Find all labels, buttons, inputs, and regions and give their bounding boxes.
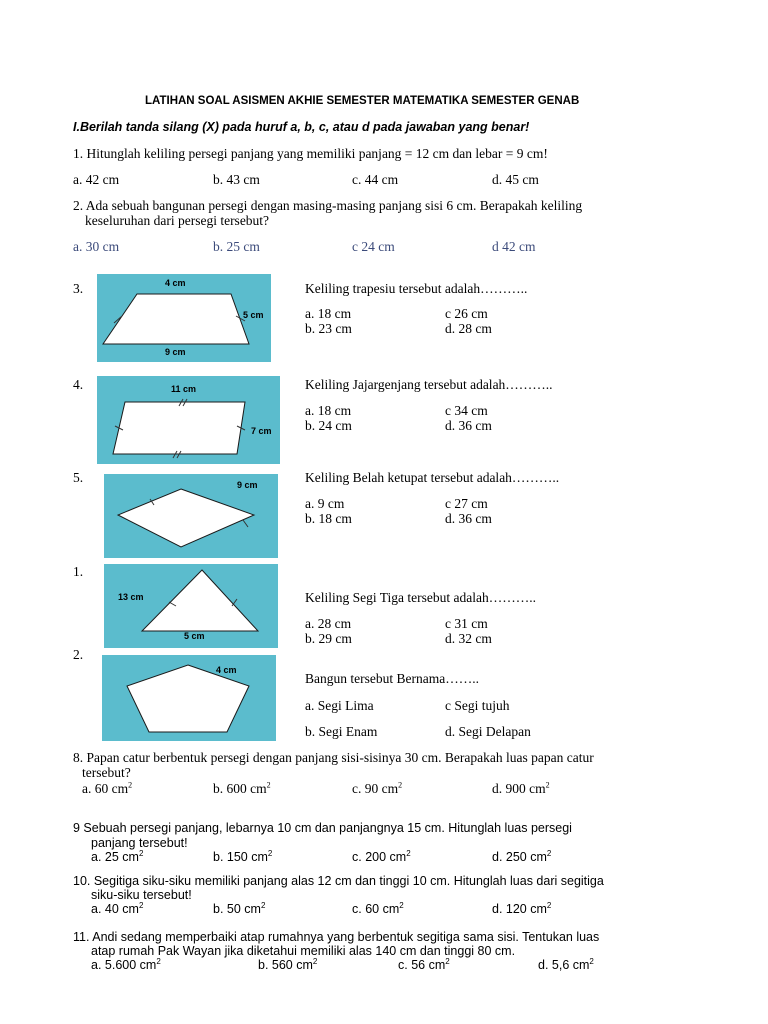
q5-option-a[interactable]: a. 9 cm — [305, 496, 345, 511]
q6-option-a[interactable]: a. 28 cm — [305, 616, 352, 631]
pentagon-side-label: 4 cm — [216, 665, 237, 675]
question-2-line1: 2. Ada sebuah bangunan persegi dengan masing-masing panjang sisi 6 cm. Berapakah keliling — [73, 198, 583, 213]
triangle-figure — [104, 564, 278, 648]
q9-option-b[interactable]: b. 150 $cm^2$ — [213, 848, 273, 864]
q2-option-c[interactable]: c 24 cm — [352, 239, 395, 254]
q10-option-a[interactable]: a. 40 $cm^2$ — [91, 900, 144, 916]
q5-option-c[interactable]: c 27 cm — [445, 496, 488, 511]
q10-option-d[interactable]: d. 120 $cm^2$ — [492, 900, 552, 916]
q7-option-c[interactable]: c Segi tujuh — [445, 698, 510, 713]
question-11-line2: atap rumah Pak Wayan jika diketahui memiliki alas 140 cm dan tinggi 80 cm. — [91, 944, 516, 958]
question-11-line1: 11. Andi sedang memperbaiki atap rumahnya yang berbentuk segitiga sama sisi. Tentukan luas — [73, 930, 600, 944]
question-4-number: 4. — [73, 377, 84, 392]
question-7-number: 2. — [73, 647, 84, 662]
trapezoid-bottom-label: 9 cm — [165, 347, 186, 357]
q10-option-c[interactable]: c. 60 $cm^2$ — [352, 900, 404, 916]
question-6-text: Keliling Segi Tiga tersebut adalah……….. — [305, 590, 536, 605]
q2-option-a[interactable]: a. 30 cm — [73, 239, 120, 254]
question-2-line2: keseluruhan dari persegi tersebut? — [85, 213, 270, 228]
q7-option-b[interactable]: b. Segi Enam — [305, 724, 378, 739]
question-10-line2: siku-siku tersebut! — [91, 888, 192, 902]
q11-option-b[interactable]: b. 560 $cm^2$ — [258, 956, 318, 972]
question-7-text: Bangun tersebut Bernama…….. — [305, 671, 479, 686]
q8-option-c[interactable]: c. 90 $cm^2$ — [352, 780, 403, 796]
question-4-text: Keliling Jajargenjang tersebut adalah……….. — [305, 377, 553, 392]
question-5-text: Keliling Belah ketupat tersebut adalah……….. — [305, 470, 560, 485]
parallelogram-side-label: 7 cm — [251, 426, 272, 436]
q5-option-b[interactable]: b. 18 cm — [305, 511, 352, 526]
q6-option-c[interactable]: c 31 cm — [445, 616, 488, 631]
q3-option-b[interactable]: b. 23 cm — [305, 321, 352, 336]
q4-option-b[interactable]: b. 24 cm — [305, 418, 352, 433]
question-5-number: 5. — [73, 470, 84, 485]
q7-option-a[interactable]: a. Segi Lima — [305, 698, 374, 713]
q8-option-b[interactable]: b. 600 $cm^2$ — [213, 780, 271, 796]
pentagon-figure — [102, 655, 276, 741]
q1-option-c[interactable]: c. 44 cm — [352, 172, 399, 187]
q4-option-c[interactable]: c 34 cm — [445, 403, 488, 418]
parallelogram-top-label: 11 cm — [171, 384, 197, 394]
rhombus-side-label: 9 cm — [237, 480, 258, 490]
parallelogram-figure — [97, 376, 280, 464]
trapezoid-figure — [97, 274, 271, 362]
q3-option-d[interactable]: d. 28 cm — [445, 321, 492, 336]
triangle-side-label: 13 cm — [118, 592, 144, 602]
q10-option-b[interactable]: b. 50 $cm^2$ — [213, 900, 266, 916]
question-3-number: 3. — [73, 281, 84, 296]
question-10-line1: 10. Segitiga siku-siku memiliki panjang alas 12 cm dan tinggi 10 cm. Hitunglah luas dari segitiga — [73, 874, 604, 888]
q6-option-b[interactable]: b. 29 cm — [305, 631, 352, 646]
rhombus-figure — [104, 474, 278, 558]
page-title: LATIHAN SOAL ASISMEN AKHIE SEMESTER MATEMATIKA SEMESTER GENAB — [145, 95, 580, 107]
triangle-bottom-label: 5 cm — [184, 631, 205, 641]
question-8-line2: tersebut? — [82, 765, 131, 780]
question-6-number: 1. — [73, 564, 84, 579]
q8-option-a[interactable]: a. 60 $cm^2$ — [82, 780, 133, 796]
question-9-line1: 9 Sebuah persegi panjang, lebarnya 10 cm dan panjangnya 15 cm. Hitunglah luas persegi — [73, 821, 572, 835]
question-3-text: Keliling trapesiu tersebut adalah……….. — [305, 281, 528, 296]
q5-option-d[interactable]: d. 36 cm — [445, 511, 492, 526]
question-1-text: 1. Hitunglah keliling persegi panjang yang memiliki panjang = 12 cm dan lebar = 9 cm! — [73, 146, 548, 161]
question-9-line2: panjang tersebut! — [91, 836, 188, 850]
question-8-line1: 8. Papan catur berbentuk persegi dengan panjang sisi-sisinya 30 cm. Berapakah luas papan catur — [73, 750, 594, 765]
q11-option-c[interactable]: c. 56 $cm^2$ — [398, 956, 450, 972]
q8-option-d[interactable]: d. 900 $cm^2$ — [492, 780, 550, 796]
trapezoid-top-label: 4 cm — [165, 278, 186, 288]
q3-option-c[interactable]: c 26 cm — [445, 306, 488, 321]
q4-option-a[interactable]: a. 18 cm — [305, 403, 352, 418]
q11-option-a[interactable]: a. 5.600 $cm^2$ — [91, 956, 161, 972]
q1-option-a[interactable]: a. 42 cm — [73, 172, 120, 187]
trapezoid-side-label: 5 cm — [243, 310, 264, 320]
q4-option-d[interactable]: d. 36 cm — [445, 418, 492, 433]
q9-option-d[interactable]: d. 250 $cm^2$ — [492, 848, 552, 864]
q3-option-a[interactable]: a. 18 cm — [305, 306, 352, 321]
q1-option-d[interactable]: d. 45 cm — [492, 172, 539, 187]
q1-option-b[interactable]: b. 43 cm — [213, 172, 260, 187]
q7-option-d[interactable]: d. Segi Delapan — [445, 724, 531, 739]
q2-option-d[interactable]: d 42 cm — [492, 239, 536, 254]
q9-option-c[interactable]: c. 200 $cm^2$ — [352, 848, 411, 864]
q2-option-b[interactable]: b. 25 cm — [213, 239, 260, 254]
q6-option-d[interactable]: d. 32 cm — [445, 631, 492, 646]
instruction: I.Berilah tanda silang (X) pada huruf a, b, c, atau d pada jawaban yang benar! — [73, 120, 530, 134]
q9-option-a[interactable]: a. 25 $cm^2$ — [91, 848, 144, 864]
q11-option-d[interactable]: d. 5,6 $cm^2$ — [538, 956, 594, 972]
